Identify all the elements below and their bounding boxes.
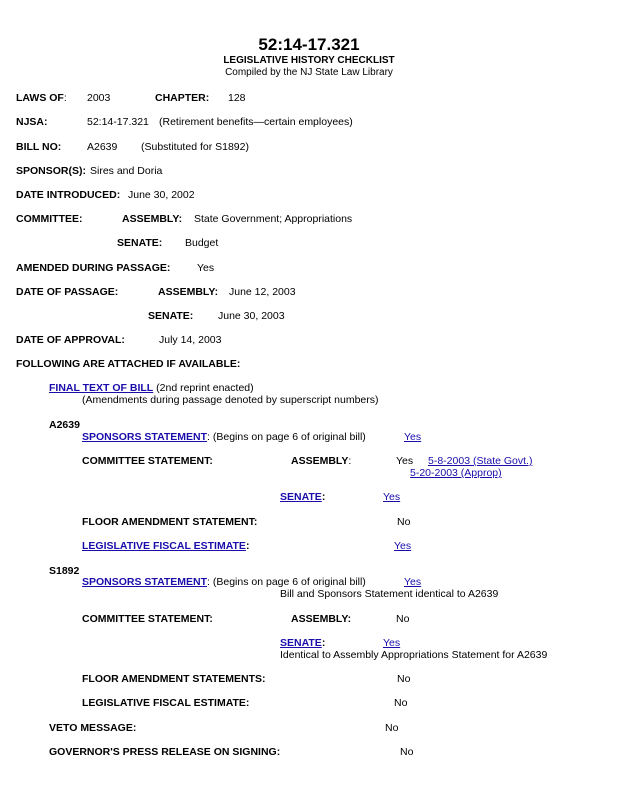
a2639-state-govt-link[interactable]: 5-8-2003 (State Govt.) xyxy=(428,455,533,467)
s1892-assembly-value: No xyxy=(396,613,410,625)
committee-senate-label: SENATE: xyxy=(117,237,163,249)
passage-assembly-value: June 12, 2003 xyxy=(229,286,296,298)
attached-heading: FOLLOWING ARE ATTACHED IF AVAILABLE: xyxy=(16,358,241,370)
laws-of-value: 2003 xyxy=(87,92,111,104)
a2639-senate-yes-link[interactable]: Yes xyxy=(383,491,401,503)
final-text-row xyxy=(49,383,254,394)
a2639-sponsors-note: : (Begins on page 6 of original bill) xyxy=(207,431,366,443)
bill-no-label: BILL NO: xyxy=(16,141,62,153)
veto-value: No xyxy=(385,722,399,734)
njsa-label: NJSA: xyxy=(16,116,48,128)
a2639-label: A2639 xyxy=(49,419,80,431)
approval-label: DATE OF APPROVAL: xyxy=(16,334,125,346)
laws-of-label: LAWS OF: xyxy=(16,92,67,104)
s1892-fiscal-label: LEGISLATIVE FISCAL ESTIMATE: xyxy=(82,697,250,709)
bill-no-value: A2639 xyxy=(87,141,118,153)
compiled-by: Compiled by the NJ State Law Library xyxy=(225,67,393,78)
s1892-senate-row: SENATE: xyxy=(280,637,326,649)
final-text-link[interactable]: FINAL TEXT OF BILL xyxy=(49,382,154,394)
s1892-floor-label: FLOOR AMENDMENT STATEMENTS: xyxy=(82,673,266,685)
a2639-sponsors-row xyxy=(82,432,366,443)
a2639-approp-link[interactable]: 5-20-2003 (Approp) xyxy=(410,467,502,479)
s1892-floor-value: No xyxy=(397,673,411,685)
s1892-sponsors-statement-link[interactable]: SPONSORS STATEMENT xyxy=(82,576,208,588)
final-text-note: (2nd reprint enacted) xyxy=(156,382,254,394)
approval-value: July 14, 2003 xyxy=(159,334,222,346)
s1892-committee-label: COMMITTEE STATEMENT: xyxy=(82,613,213,625)
sponsors-value: Sires and Doria xyxy=(90,165,163,177)
chapter-value: 128 xyxy=(228,92,246,104)
s1892-identical-note: Bill and Sponsors Statement identical to A2639 xyxy=(280,588,499,600)
committee-assembly-label: ASSEMBLY: xyxy=(122,213,183,225)
veto-label: VETO MESSAGE: xyxy=(49,722,137,734)
press-release-label: GOVERNOR'S PRESS RELEASE ON SIGNING: xyxy=(49,746,281,758)
passage-assembly-label: ASSEMBLY: xyxy=(158,286,219,298)
passage-senate-value: June 30, 2003 xyxy=(218,310,285,322)
s1892-assembly-label: ASSEMBLY: xyxy=(291,613,352,625)
a2639-assembly-yes: Yes xyxy=(396,455,414,467)
committee-assembly-value: State Government; Appropriations xyxy=(194,213,353,225)
committee-label: COMMITTEE: xyxy=(16,213,83,225)
s1892-senate-note: Identical to Assembly Appropriations Statement for A2639 xyxy=(280,649,548,661)
s1892-label: S1892 xyxy=(49,565,80,577)
a2639-sponsors-statement-link[interactable]: SPONSORS STATEMENT xyxy=(82,431,208,443)
passage-label: DATE OF PASSAGE: xyxy=(16,286,119,298)
press-release-value: No xyxy=(400,746,414,758)
chapter-label: CHAPTER: xyxy=(155,92,210,104)
date-introduced-value: June 30, 2002 xyxy=(128,189,195,201)
committee-senate-value: Budget xyxy=(185,237,219,249)
a2639-senate-link[interactable]: SENATE xyxy=(280,491,322,503)
a2639-senate-row: SENATE: xyxy=(280,491,326,503)
a2639-fiscal-yes-link[interactable]: Yes xyxy=(394,540,412,552)
a2639-committee-label: COMMITTEE STATEMENT: xyxy=(82,455,213,467)
page-title: 52:14-17.321 xyxy=(258,35,360,54)
a2639-fiscal-link[interactable]: LEGISLATIVE FISCAL ESTIMATE xyxy=(82,540,246,552)
a2639-assembly-label: ASSEMBLY: xyxy=(291,455,352,467)
checklist-subtitle: LEGISLATIVE HISTORY CHECKLIST xyxy=(223,55,395,66)
a2639-sponsors-yes-link[interactable]: Yes xyxy=(404,431,422,443)
s1892-fiscal-value: No xyxy=(394,697,408,709)
passage-senate-label: SENATE: xyxy=(148,310,194,322)
a2639-floor-value: No xyxy=(397,516,411,528)
amended-value: Yes xyxy=(197,262,215,274)
a2639-fiscal-row: LEGISLATIVE FISCAL ESTIMATE: xyxy=(82,540,250,552)
s1892-senate-yes-link[interactable]: Yes xyxy=(383,637,401,649)
njsa-value: 52:14-17.321 xyxy=(87,116,149,128)
date-introduced-label: DATE INTRODUCED: xyxy=(16,189,121,201)
njsa-description: (Retirement benefits—certain employees) xyxy=(159,116,353,128)
sponsors-label: SPONSOR(S): xyxy=(16,165,87,177)
bill-no-note: (Substituted for S1892) xyxy=(141,141,249,153)
s1892-sponsors-note: : (Begins on page 6 of original bill) xyxy=(207,576,366,588)
s1892-sponsors-yes-link[interactable]: Yes xyxy=(404,576,422,588)
amendments-note: (Amendments during passage denoted by superscript numbers) xyxy=(82,394,379,406)
a2639-floor-label: FLOOR AMENDMENT STATEMENT: xyxy=(82,516,258,528)
s1892-senate-link[interactable]: SENATE xyxy=(280,637,322,649)
s1892-sponsors-row xyxy=(82,577,366,588)
amended-label: AMENDED DURING PASSAGE: xyxy=(16,262,171,274)
